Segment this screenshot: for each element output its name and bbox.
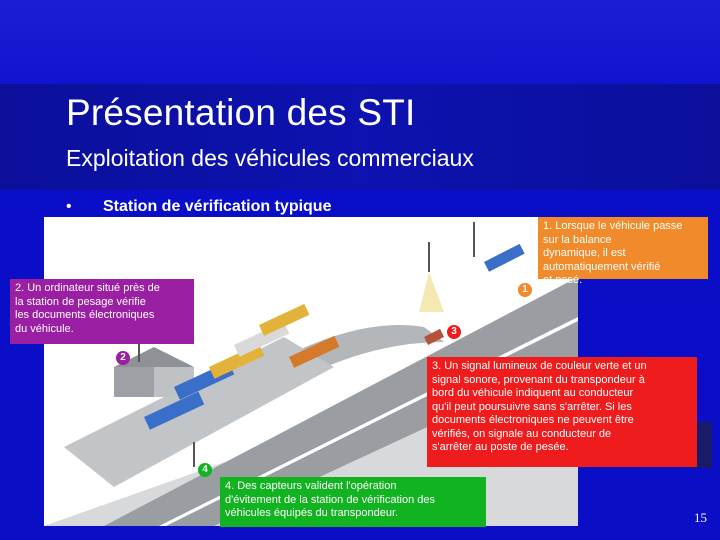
callout-4: 4. Des capteurs valident l'opération d'évitement de la station de vérification des véhicules équipés du transpondeur. xyxy=(220,477,486,527)
page-number: 15 xyxy=(694,510,707,525)
marker-4: 4 xyxy=(198,463,212,477)
callout-1: 1. Lorsque le véhicule passe sur la balance dynamique, il est automatiquement vérifié et pesé. xyxy=(538,217,708,279)
callout-2: 2. Un ordinateur situé près de la station de pesage vérifie les documents électroniques du véhicule. xyxy=(10,279,194,344)
bullet-text: Station de vérification typique xyxy=(103,198,332,215)
marker-2: 2 xyxy=(116,351,130,365)
bullet-marker: • xyxy=(66,198,72,215)
slide-title: Présentation des STI xyxy=(66,92,416,133)
marker-3: 3 xyxy=(447,325,461,339)
slide-subtitle: Exploitation des véhicules commerciaux xyxy=(66,145,474,171)
callout-3: 3. Un signal lumineux de couleur verte et un signal sonore, provenant du transpondeur à bord du véhicule indiquent au conducteur qu'il peut poursuivre sans s'arrêter. Si les documents électroniques ne peuvent être vérifiés, on signale au conducteur de s'arrêter au poste de pesée. xyxy=(427,357,697,467)
marker-1: 1 xyxy=(518,283,532,297)
